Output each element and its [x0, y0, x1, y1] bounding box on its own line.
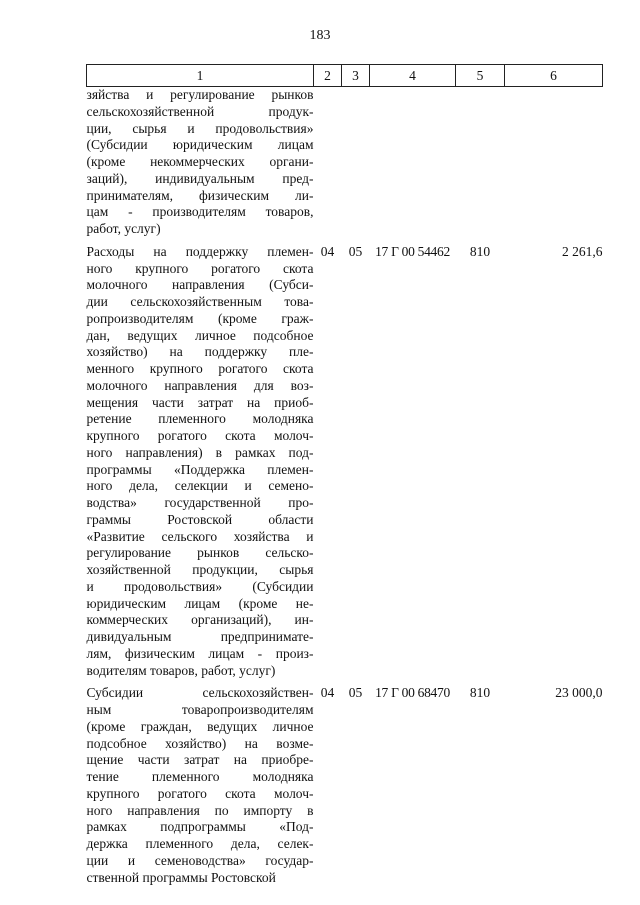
description-line: лям, физическим лицам - произ- — [86, 645, 314, 661]
row-target-article — [370, 87, 456, 238]
description-line: граммы Ростовской области — [86, 511, 314, 527]
row-description — [87, 244, 314, 680]
row-target-article: 17 Г 00 54462 — [375, 243, 450, 259]
description-line: менного крупного рогатого скота — [86, 361, 314, 376]
description-line: коммерческих организаций), ин- — [86, 612, 314, 628]
page-number: 183 — [309, 28, 331, 43]
description-line: дивидуальным предпринимате- — [86, 629, 314, 644]
row-subsection-code: 05 — [348, 685, 363, 701]
description-line: Расходы на поддержку племен- — [86, 243, 314, 259]
description-line: сельскохозяйственной продук- — [86, 103, 314, 119]
description-line: водителям товаров, работ, услуг) — [86, 662, 276, 678]
description-line: крупного рогатого скота молоч- — [86, 785, 314, 801]
description-line: молочного направления (Субси- — [86, 277, 314, 293]
header-cell-6: 6 — [505, 65, 603, 87]
description-line: юридическим лицам (кроме не- — [86, 595, 314, 611]
description-line: ции и семеноводства» государ- — [86, 852, 314, 868]
description-line: ного крупного рогатого скота — [86, 260, 314, 276]
description-line: (кроме граждан, ведущих личное — [86, 718, 314, 734]
header-cell-3: 3 — [342, 65, 370, 87]
row-section-code — [314, 87, 342, 238]
row-amount — [505, 87, 603, 238]
description-line: регулирование рынков сельско- — [86, 545, 314, 561]
description-line: рамках подпрограммы «Под- — [86, 819, 314, 835]
row-target-article: 17 Г 00 68470 — [375, 685, 450, 701]
row-subsection-code: 05 — [348, 243, 363, 259]
row-expense-type — [456, 87, 505, 238]
header-cell-5: 5 — [456, 65, 505, 87]
description-line: дан, ведущих личное подсобное — [86, 327, 314, 343]
description-line: Субсидии сельскохозяйствен- — [86, 685, 314, 701]
description-line: ции, сырья и продовольствия» — [86, 120, 314, 136]
description-line: молочного направления для воз- — [86, 377, 314, 393]
description-line: мещения части затрат на приоб- — [86, 394, 314, 410]
description-line: подсобное хозяйство) на возме- — [86, 735, 314, 751]
row-section-code: 04 — [320, 243, 335, 259]
description-line: ного направления по импорту в — [86, 802, 314, 818]
description-line: (кроме некоммерческих органи- — [86, 154, 314, 169]
row-description — [87, 87, 314, 238]
description-line: дии сельскохозяйственным това- — [86, 294, 314, 309]
description-line: ного направления) в рамках под- — [86, 444, 314, 460]
description-line: крупного рогатого скота молоч- — [86, 428, 314, 443]
row-amount: 23 000,0 — [555, 685, 603, 701]
header-cell-4: 4 — [370, 65, 456, 87]
table-body — [87, 87, 603, 887]
row-description — [87, 685, 314, 886]
description-line: цам - производителям товаров, — [86, 204, 314, 220]
description-line: (Субсидии юридическим лицам — [86, 137, 314, 153]
row-amount: 2 261,6 — [562, 243, 603, 259]
description-line: «Развитие сельского хозяйства и — [86, 528, 314, 544]
row-expense-type: 810 — [469, 685, 491, 701]
description-line: программы «Поддержка племен- — [86, 461, 314, 477]
table-row — [87, 244, 603, 680]
header-row — [87, 65, 603, 87]
description-line: держка племенного дела, селек- — [86, 836, 314, 851]
description-line: ным товаропроизводителям — [86, 702, 314, 717]
row-expense-type: 810 — [469, 243, 491, 259]
header-cell-2: 2 — [314, 65, 342, 87]
description-line: щение части затрат на приобре- — [86, 752, 314, 768]
row-subsection-code — [342, 87, 370, 238]
description-line: заций), индивидуальным пред- — [86, 170, 314, 186]
description-line: ственной программы Ростовской — [86, 869, 276, 885]
description-line: ропроизводителям (кроме граж- — [86, 310, 314, 326]
description-line: водства» государственной про- — [86, 495, 314, 510]
table-row — [87, 685, 603, 886]
description-line: ретение племенного молодняка — [86, 411, 314, 427]
description-line: и продовольствия» (Субсидии — [86, 578, 314, 594]
description-line: тение племенного молодняка — [86, 769, 314, 784]
description-line: работ, услуг) — [86, 221, 161, 236]
description-line: ного дела, селекции и семено- — [86, 478, 314, 494]
description-line: хозяйство) на поддержку пле- — [86, 344, 314, 360]
row-section-code: 04 — [320, 685, 335, 701]
description-line: хозяйственной продукции, сырья — [86, 562, 314, 577]
budget-table — [86, 64, 603, 886]
table-row — [87, 87, 603, 238]
description-line: принимателям, физическим ли- — [86, 187, 314, 203]
header-cell-1: 1 — [87, 65, 314, 87]
description-line: зяйства и регулирование рынков — [86, 87, 314, 102]
